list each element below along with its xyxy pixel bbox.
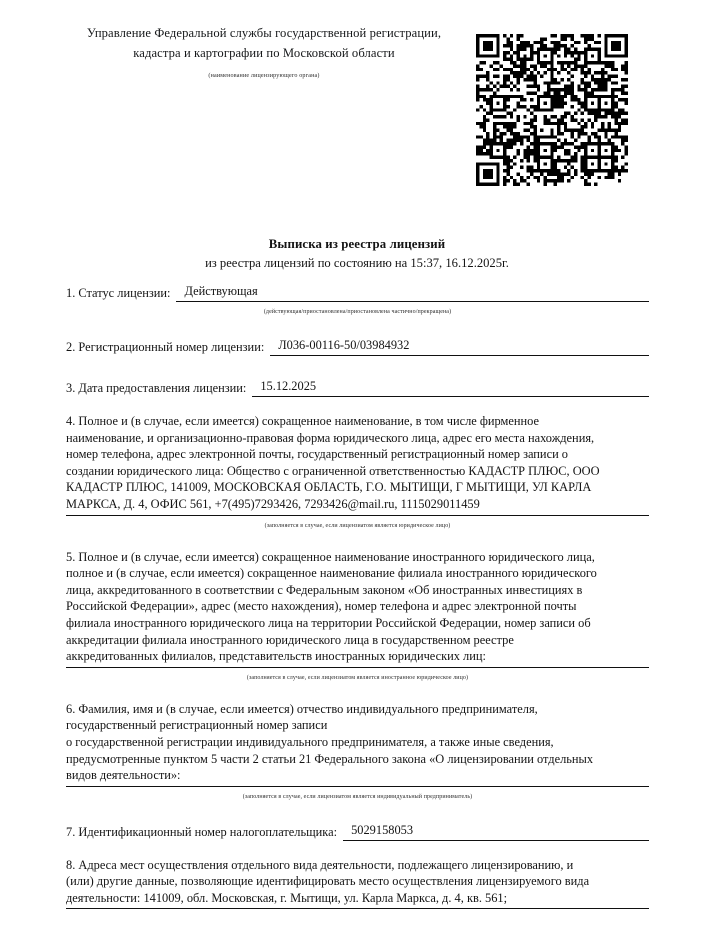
document-title-block bbox=[57, 236, 657, 272]
section-activity-addresses-line: 8. Адреса мест осуществления отдельного вида деятельности, подлежащего лицензированию, и bbox=[66, 857, 574, 872]
section-legal-entity-line: создании юридического лица: Общество с ограниченной ответственностью КАДАСТР ПЛЮС, ООО bbox=[66, 463, 600, 478]
field-license-status-label: 1. Статус лицензии: bbox=[66, 286, 171, 300]
section-foreign-entity-line: 5. Полное и (в случае, если имеется) сокращенное наименование иностранного юридического лица, bbox=[66, 549, 595, 564]
qr-code-icon bbox=[476, 34, 628, 186]
field-issue-date-value: 15.12.2025 bbox=[252, 378, 649, 397]
section-legal-entity-line: номер телефона, адрес электронной почты, государственный регистрационный номер записи о bbox=[66, 447, 568, 462]
section-legal-entity-line: КАДАСТР ПЛЮС, 141009, МОСКОВСКАЯ ОБЛАСТЬ, Г.О. МЫТИЩИ, Г МЫТИЩИ, УЛ КАРЛА bbox=[66, 480, 592, 495]
field-taxpayer-number-label: 7. Идентификационный номер налогоплательщика: bbox=[66, 824, 338, 839]
field-registration-number-label: 2. Регистрационный номер лицензии: bbox=[66, 340, 265, 354]
issuing-authority-header bbox=[66, 24, 462, 80]
section-foreign-entity-line: аккредитованных филиалов, представительств иностранных юридических лиц: bbox=[66, 649, 486, 664]
section-individual-entrepreneur-line: государственный регистрационный номер записи bbox=[66, 718, 328, 733]
section-activity-addresses-line: (или) другие данные, позволяющие идентифицировать место осуществления лицензируемого вида bbox=[66, 874, 590, 889]
section-individual-entrepreneur-line: 6. Фамилия, имя и (в случае, если имеется) отчество индивидуального предпринимателя, bbox=[66, 701, 538, 716]
field-taxpayer-number-value: 5029158053 bbox=[343, 822, 649, 841]
section-legal-entity-line: 4. Полное и (в случае, если имеется) сокращенное наименование, в том числе фирменное bbox=[66, 414, 539, 428]
section-legal-entity bbox=[66, 413, 649, 516]
section-foreign-entity-line: полное и (в случае, если имеется) сокращенное наименование филиала иностранного юридического bbox=[66, 566, 597, 581]
section-individual-entrepreneur bbox=[66, 701, 649, 787]
section-individual-entrepreneur-line: видов деятельности»: bbox=[66, 768, 181, 783]
field-license-status bbox=[66, 283, 649, 302]
field-taxpayer-number bbox=[66, 822, 649, 841]
field-registration-number-value: Л036-00116-50/03984932 bbox=[270, 337, 649, 356]
section-foreign-entity-caption: (заполняется в случае, если лицензиатом является иностранное юридическое лицо) bbox=[246, 674, 469, 681]
section-individual-entrepreneur-line: предусмотренные пунктом 5 части 2 статьи 21 Федерального закона «О лицензировании отдельных bbox=[66, 751, 594, 766]
field-issue-date-label: 3. Дата предоставления лицензии: bbox=[66, 381, 247, 395]
page-title: Выписка из реестра лицензий bbox=[268, 237, 446, 251]
page-subtitle: из реестра лицензий по состоянию на 15:37, 16.12.2025г. bbox=[205, 256, 509, 270]
issuing-authority-line-2: кадастра и картографии по Московской области bbox=[133, 45, 395, 60]
field-license-status-caption: (действующая/приостановлена/приостановлена частично/прекращена) bbox=[263, 309, 452, 315]
document-body bbox=[66, 283, 649, 909]
section-legal-entity-caption: (заполняется в случае, если лицензиатом является юридическое лицо) bbox=[264, 522, 451, 529]
section-activity-addresses bbox=[66, 857, 649, 910]
section-foreign-entity bbox=[66, 549, 649, 668]
field-license-status-value: Действующая bbox=[176, 283, 649, 302]
section-foreign-entity-line: филиала иностранного юридического лица на территории Российской Федерации, номер записи об bbox=[66, 615, 591, 630]
section-legal-entity-line: наименование, и организационно-правовая форма юридического лица, адрес его места нахождения, bbox=[66, 430, 595, 445]
section-foreign-entity-line: Российской Федерации», адрес (место нахождения), номер телефона и адрес электронной почты bbox=[66, 599, 577, 614]
field-registration-number bbox=[66, 337, 649, 356]
field-issue-date bbox=[66, 378, 649, 397]
section-activity-addresses-line: деятельности: 141009, обл. Московская, г. Мытищи, ул. Карла Маркса, д. 4, кв. 561; bbox=[66, 890, 508, 905]
section-foreign-entity-line: аккредитации филиала иностранного юридического лица в государственном реестре bbox=[66, 632, 514, 647]
section-foreign-entity-line: лица, аккредитованного в соответствии с Федеральным законом «Об иностранных инвестициях в bbox=[66, 582, 583, 597]
issuing-authority-caption: (наименование лицензирующего органа) bbox=[208, 73, 320, 79]
section-individual-entrepreneur-line: о государственной регистрации индивидуального предпринимателя, а также иные сведения, bbox=[66, 734, 554, 749]
issuing-authority-line-1: Управление Федеральной службы государственной регистрации, bbox=[86, 26, 442, 40]
section-legal-entity-line: МАРКСА, Д. 4, ОФИС 561, +7(495)7293426, 7293426@mail.ru, 1115029011459 bbox=[66, 496, 480, 511]
section-individual-entrepreneur-caption: (заполняется в случае, если лицензиатом является индивидуальный предприниматель) bbox=[242, 793, 473, 800]
